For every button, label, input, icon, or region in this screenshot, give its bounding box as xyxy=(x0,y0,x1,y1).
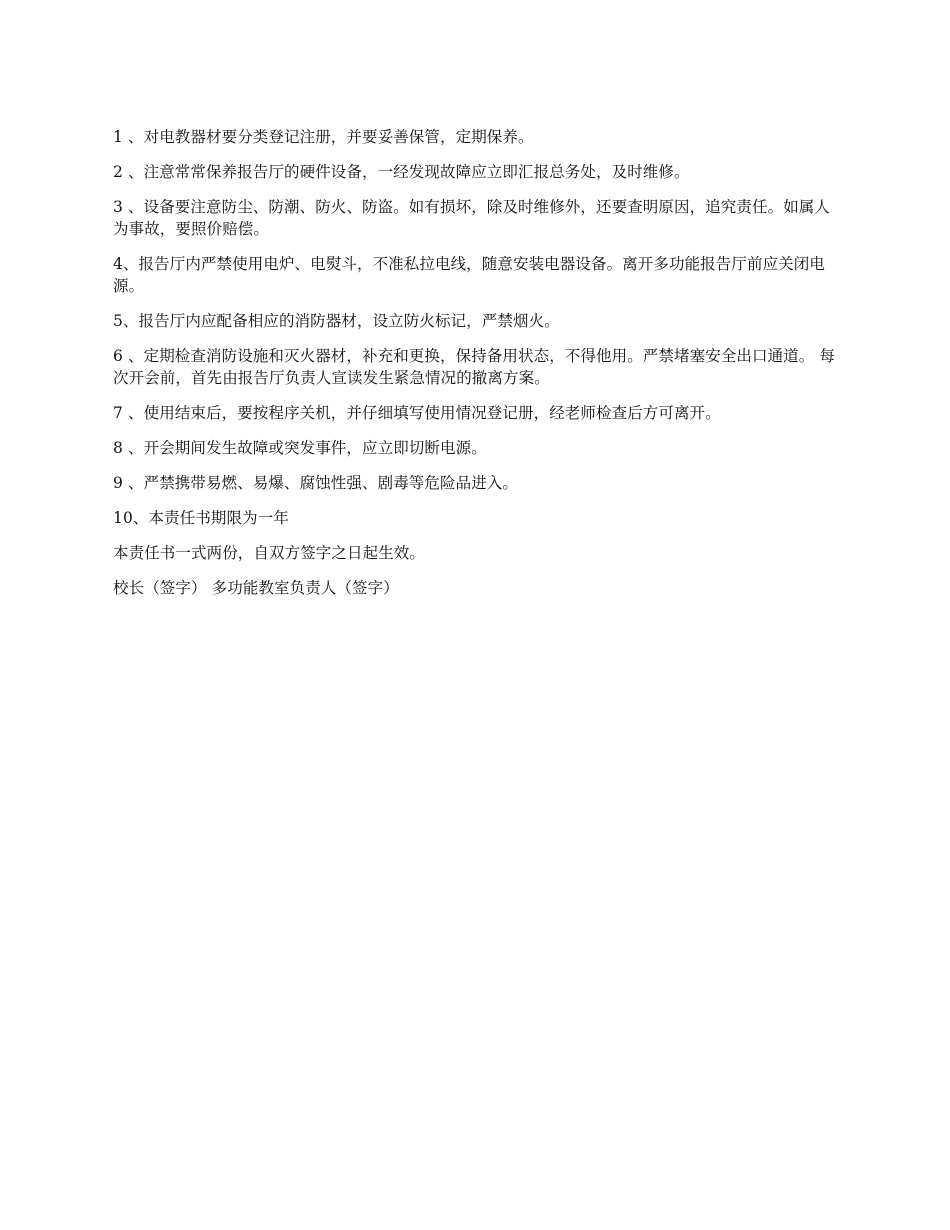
rule-item-8: 8 、开会期间发生故障或突发事件，应立即切断电源。 xyxy=(113,439,487,457)
rule-item-5: 5、报告厅内应配备相应的消防器材，设立防火标记，严禁烟火。 xyxy=(113,312,560,330)
rule-item-6: 6 、定期检查消防设施和灭火器材，补充和更换，保持备用状态，不得他用。严禁堵塞安全出口通道。 每次开会前，首先由报告厅负责人宣读发生紧急情况的撤离方案。 xyxy=(113,347,836,387)
rule-item-9: 9 、严禁携带易燃、易爆、腐蚀性强、剧毒等危险品进入。 xyxy=(113,474,518,492)
rule-item-1: 1 、对电教器材要分类登记注册，并要妥善保管，定期保养。 xyxy=(113,128,534,146)
rule-item-3: 3 、设备要注意防尘、防潮、防火、防盗。如有损坏，除及时维修外，还要查明原因，追究责任。如属人为事故，要照价赔偿。 xyxy=(113,198,830,238)
rule-item-4: 4、报告厅内严禁使用电炉、电熨斗，不准私拉电线，随意安装电器设备。离开多功能报告厅前应关闭电源。 xyxy=(113,255,825,295)
validity-statement: 本责任书一式两份，自双方签字之日起生效。 xyxy=(113,544,426,562)
rule-item-7: 7 、使用结束后，要按程序关机，并仔细填写使用情况登记册，经老师检查后方可离开。 xyxy=(113,404,721,422)
rule-item-10: 10、本责任书期限为一年 xyxy=(113,509,289,527)
signature-line: 校长（签字） 多功能教室负责人（签字） xyxy=(113,579,399,597)
document-body xyxy=(113,126,838,612)
rule-item-2: 2 、注意常常保养报告厅的硬件设备，一经发现故障应立即汇报总务处，及时维修。 xyxy=(113,163,690,181)
